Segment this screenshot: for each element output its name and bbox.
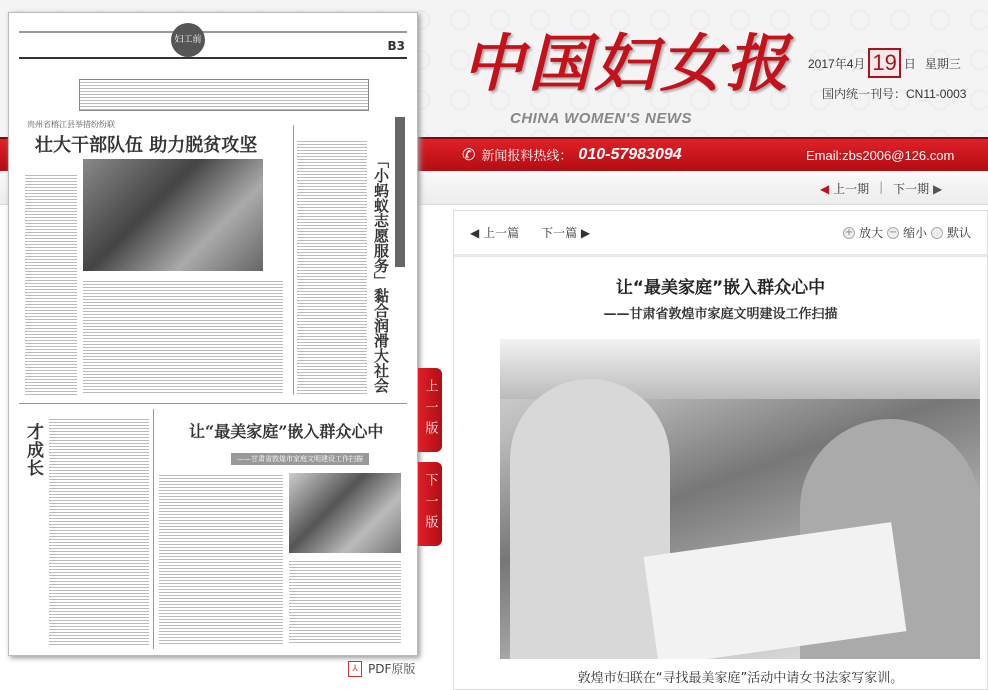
plus-icon[interactable]: + xyxy=(844,226,854,238)
text-column xyxy=(49,417,149,645)
article-photo xyxy=(500,339,980,659)
default-size-button[interactable]: 默认 xyxy=(946,226,971,240)
photo-person xyxy=(510,379,670,659)
text-column xyxy=(289,559,401,645)
page-number: B3 xyxy=(387,39,405,53)
date-month: 2017年4月 xyxy=(808,56,866,71)
next-article-link[interactable] xyxy=(541,224,590,241)
article-panel xyxy=(453,210,988,690)
headline-kicker: 贵州省榕江县举措纷纷联 xyxy=(27,120,115,129)
side-banner xyxy=(395,117,405,267)
triangle-right-icon: ▶ xyxy=(932,182,943,196)
headline-4: 让“最美家庭”嵌入群众心中 xyxy=(189,422,384,441)
triangle-left-icon: ◀ xyxy=(470,226,480,240)
headline-2: 「小蚂蚁志愿服务」黏合润滑大社会 xyxy=(372,153,390,393)
date-suffix: 日 xyxy=(903,56,916,71)
weekday: 星期三 xyxy=(924,56,961,71)
minus-icon[interactable]: − xyxy=(888,226,898,238)
newspaper-page-thumbnail[interactable] xyxy=(8,12,418,656)
headline-4-sub: ——甘肃省敦煌市家庭文明建设工作扫描 xyxy=(231,453,369,465)
divider xyxy=(293,125,294,395)
zoom-in-button[interactable]: 放大 xyxy=(858,226,883,240)
article-toolbar xyxy=(454,211,987,257)
separator: | xyxy=(879,180,884,194)
reset-icon[interactable] xyxy=(931,227,943,239)
issue-date xyxy=(808,48,961,78)
pdf-icon: ⅄ xyxy=(348,661,362,677)
divider xyxy=(19,403,407,404)
intro-box xyxy=(79,79,369,111)
next-issue-link[interactable] xyxy=(893,180,942,197)
pdf-label: PDF原版 xyxy=(368,662,416,676)
email: Email:zbs2006@126.com xyxy=(806,148,955,163)
paper-photo-1 xyxy=(83,159,263,271)
issn: 国内统一刊号：CN11-0003 xyxy=(822,87,967,101)
date-day: 19 xyxy=(868,48,900,78)
photo-caption: 敦煌市妇联在“寻找最美家庭”活动中请女书法家写家训。 xyxy=(577,671,904,686)
paper-photo-2 xyxy=(289,473,401,553)
prev-article-label: 上一篇 xyxy=(483,226,520,240)
hotline xyxy=(462,145,682,164)
zoom-out-button[interactable]: 缩小 xyxy=(902,226,927,240)
prev-issue-link[interactable] xyxy=(820,180,869,197)
text-column xyxy=(25,173,77,395)
article-subtitle: ——甘肃省敦煌市家庭文明建设工作扫描 xyxy=(603,307,838,322)
hotline-label: 新闻报料热线： xyxy=(481,149,573,164)
triangle-left-icon: ◀ xyxy=(820,182,830,196)
section-badge: 妇工前沿 xyxy=(171,23,205,57)
prev-issue-label: 上一期 xyxy=(833,182,870,196)
hotline-number: 010-57983094 xyxy=(578,145,682,163)
prev-page-tab[interactable]: 上一版 xyxy=(418,368,442,452)
phone-icon: ✆ xyxy=(462,145,476,164)
text-column xyxy=(159,473,283,645)
text-column xyxy=(297,139,367,395)
next-issue-label: 下一期 xyxy=(893,182,930,196)
headline-1: 壮大干部队伍 助力脱贫攻坚 xyxy=(35,135,258,156)
headline-3: 才成长 xyxy=(23,423,43,477)
next-article-label: 下一篇 xyxy=(541,226,578,240)
page-header xyxy=(19,31,407,79)
triangle-right-icon: ▶ xyxy=(580,226,591,240)
next-page-tab[interactable]: 下一版 xyxy=(418,462,442,546)
pdf-link[interactable] xyxy=(348,660,415,677)
divider xyxy=(153,409,154,649)
logo: 中国妇女报 xyxy=(462,27,793,100)
article-title: 让“最美家庭”嵌入群众心中 xyxy=(615,278,826,298)
text-column xyxy=(83,279,283,395)
logo-english: CHINA WOMEN'S NEWS xyxy=(510,110,693,127)
prev-article-link[interactable] xyxy=(470,224,519,241)
